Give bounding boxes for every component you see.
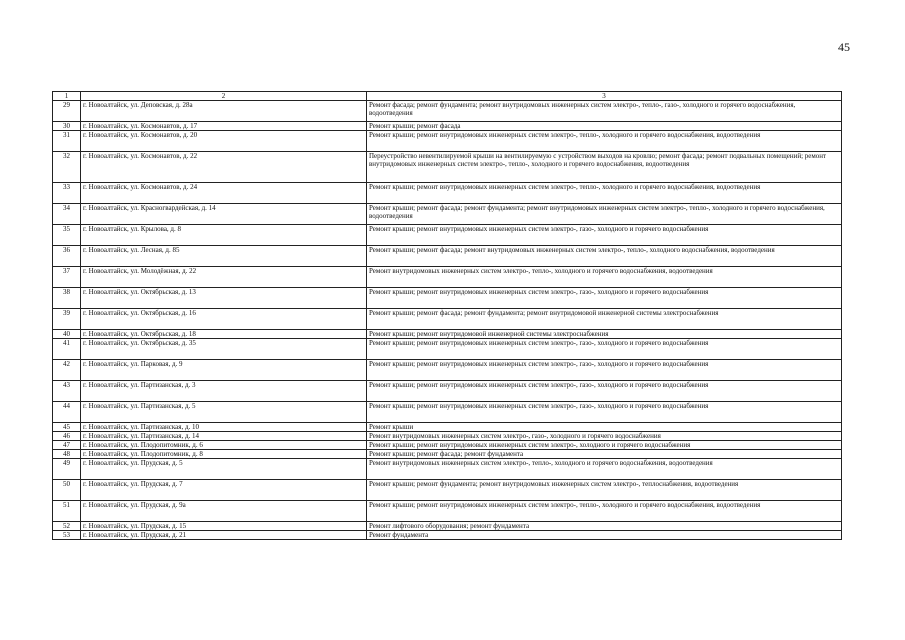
table-row <box>53 531 842 540</box>
table-row <box>53 423 842 432</box>
row-address: г. Новоалтайск, ул. Лесная, д. 85 <box>81 246 367 267</box>
row-works: Ремонт крыши; ремонт фасада; ремонт фундамента; ремонт внутридомовых инженерных систем электро-, тепло-, холодного и горячего водоснабжения, водоотведения <box>367 204 842 225</box>
table-row <box>53 288 842 309</box>
row-number: 50 <box>53 480 81 501</box>
table-row <box>53 267 842 288</box>
row-number: 49 <box>53 459 81 480</box>
row-works: Ремонт фасада; ремонт фундамента; ремонт внутридомовых инженерных систем электро-, тепло-, газо-, холодного и горячего водоснабжения, водоотведения <box>367 101 842 122</box>
table-row <box>53 204 842 225</box>
row-address: г. Новоалтайск, ул. Октябрьская, д. 35 <box>81 339 367 360</box>
row-address: г. Новоалтайск, ул. Космонавтов, д. 20 <box>81 131 367 152</box>
row-number: 39 <box>53 309 81 330</box>
table-row <box>53 450 842 459</box>
row-number: 35 <box>53 225 81 246</box>
table-row <box>53 459 842 480</box>
row-address: г. Новоалтайск, ул. Партизанская, д. 3 <box>81 381 367 402</box>
row-works: Переустройство невентилируемой крыши на вентилируемую с устройством выходов на кровлю; ремонт фасада; ремонт подвальных помещений; ремонт внутридомовых инженерных систем электро-, тепло-, холодного и горячего водоснабжения, водоотведения <box>367 152 842 183</box>
row-address: г. Новоалтайск, ул. Плодопитомник, д. 8 <box>81 450 367 459</box>
row-address: г. Новоалтайск, ул. Молодёжная, д. 22 <box>81 267 367 288</box>
row-works: Ремонт крыши; ремонт внутридомовых инженерных систем электро-, газо-, холодного и горячего водоснабжения <box>367 339 842 360</box>
row-works: Ремонт крыши; ремонт внутридомовых инженерных систем электро-, газо-, холодного и горячего водоснабжения <box>367 360 842 381</box>
row-number: 32 <box>53 152 81 183</box>
row-works: Ремонт крыши; ремонт фасада; ремонт внутридомовых инженерных систем электро-, тепло-, холодного водоснабжения, водоотведения <box>367 246 842 267</box>
table-row <box>53 330 842 339</box>
table-row <box>53 152 842 183</box>
table-row <box>53 381 842 402</box>
column-header-address: 2 <box>81 92 367 101</box>
row-address: г. Новоалтайск, ул. Прудская, д. 7 <box>81 480 367 501</box>
row-number: 42 <box>53 360 81 381</box>
row-number: 43 <box>53 381 81 402</box>
column-header-works: 3 <box>367 92 842 101</box>
row-number: 36 <box>53 246 81 267</box>
row-address: г. Новоалтайск, ул. Октябрьская, д. 13 <box>81 288 367 309</box>
table-row <box>53 339 842 360</box>
row-address: г. Новоалтайск, ул. Космонавтов, д. 24 <box>81 183 367 204</box>
table-row <box>53 131 842 152</box>
row-works: Ремонт внутридомовых инженерных систем электро-, тепло-, холодного и горячего водоснабжения, водоотведения <box>367 267 842 288</box>
row-number: 31 <box>53 131 81 152</box>
row-number: 33 <box>53 183 81 204</box>
row-address: г. Новоалтайск, ул. Прудская, д. 5 <box>81 459 367 480</box>
row-works: Ремонт крыши; ремонт внутридомовых инженерных систем электро-, газо-, холодного и горячего водоснабжения <box>367 402 842 423</box>
row-works: Ремонт крыши; ремонт внутридомовых инженерных систем электро-, холодного и горячего водоснабжения <box>367 441 842 450</box>
row-works: Ремонт лифтового оборудования; ремонт фундамента <box>367 522 842 531</box>
row-address: г. Новоалтайск, ул. Деповская, д. 28а <box>81 101 367 122</box>
row-works: Ремонт внутридомовых инженерных систем электро-, газо-, холодного и горячего водоснабжения <box>367 432 842 441</box>
row-number: 47 <box>53 441 81 450</box>
table-row <box>53 101 842 122</box>
row-works: Ремонт крыши; ремонт внутридомовых инженерных систем электро-, тепло-, холодного и горячего водоснабжения, водоотведения <box>367 183 842 204</box>
table-row <box>53 246 842 267</box>
row-works: Ремонт крыши; ремонт фасада <box>367 122 842 131</box>
row-address: г. Новоалтайск, ул. Красногвардейская, д. 14 <box>81 204 367 225</box>
table-row <box>53 441 842 450</box>
table-row <box>53 402 842 423</box>
row-works: Ремонт крыши; ремонт фундамента; ремонт внутридомовых инженерных систем электро-, теплоснабжения, водоотведения <box>367 480 842 501</box>
table-row <box>53 522 842 531</box>
table-row <box>53 501 842 522</box>
table-row <box>53 480 842 501</box>
row-works: Ремонт крыши; ремонт внутридомовых инженерных систем электро-, газо-, холодного и горячего водоснабжения <box>367 381 842 402</box>
repair-program-table <box>52 91 842 540</box>
row-number: 53 <box>53 531 81 540</box>
row-address: г. Новоалтайск, ул. Прудская, д. 15 <box>81 522 367 531</box>
row-works: Ремонт крыши; ремонт внутридомовых инженерных систем электро-, тепло-, холодного и горячего водоснабжения, водоотведения <box>367 501 842 522</box>
row-works: Ремонт фундамента <box>367 531 842 540</box>
row-address: г. Новоалтайск, ул. Космонавтов, д. 22 <box>81 152 367 183</box>
row-address: г. Новоалтайск, ул. Партизанская, д. 14 <box>81 432 367 441</box>
column-header-number: 1 <box>53 92 81 101</box>
table-row <box>53 432 842 441</box>
row-works: Ремонт крыши; ремонт внутридомовых инженерных систем электро-, газо-, холодного и горячего водоснабжения <box>367 225 842 246</box>
row-number: 37 <box>53 267 81 288</box>
table-row <box>53 183 842 204</box>
row-address: г. Новоалтайск, ул. Октябрьская, д. 18 <box>81 330 367 339</box>
row-number: 41 <box>53 339 81 360</box>
row-number: 29 <box>53 101 81 122</box>
table-body <box>53 101 842 540</box>
row-address: г. Новоалтайск, ул. Октябрьская, д. 16 <box>81 309 367 330</box>
row-address: г. Новоалтайск, ул. Парковая, д. 9 <box>81 360 367 381</box>
page-number: 45 <box>838 40 850 54</box>
row-works: Ремонт крыши; ремонт фасада; ремонт фундамента; ремонт внутридомовой инженерной системы электроснабжения <box>367 309 842 330</box>
row-number: 34 <box>53 204 81 225</box>
row-works: Ремонт крыши; ремонт фасада; ремонт фундамента <box>367 450 842 459</box>
table-row <box>53 309 842 330</box>
row-address: г. Новоалтайск, ул. Партизанская, д. 5 <box>81 402 367 423</box>
row-address: г. Новоалтайск, ул. Прудская, д. 9а <box>81 501 367 522</box>
row-address: г. Новоалтайск, ул. Космонавтов, д. 17 <box>81 122 367 131</box>
row-address: г. Новоалтайск, ул. Прудская, д. 21 <box>81 531 367 540</box>
row-works: Ремонт крыши; ремонт внутридомовой инженерной системы электроснабжения <box>367 330 842 339</box>
table-row <box>53 360 842 381</box>
row-address: г. Новоалтайск, ул. Плодопитомник, д. 6 <box>81 441 367 450</box>
row-works: Ремонт крыши; ремонт внутридомовых инженерных систем электро-, газо-, холодного и горячего водоснабжения <box>367 288 842 309</box>
row-works: Ремонт внутридомовых инженерных систем электро-, тепло-, холодного и горячего водоснабжения, водоотведения <box>367 459 842 480</box>
table-header-row <box>53 92 842 101</box>
row-works: Ремонт крыши <box>367 423 842 432</box>
row-number: 38 <box>53 288 81 309</box>
row-number: 44 <box>53 402 81 423</box>
row-address: г. Новоалтайск, ул. Партизанская, д. 10 <box>81 423 367 432</box>
row-number: 52 <box>53 522 81 531</box>
table-row <box>53 122 842 131</box>
row-number: 45 <box>53 423 81 432</box>
row-number: 51 <box>53 501 81 522</box>
row-address: г. Новоалтайск, ул. Крылова, д. 8 <box>81 225 367 246</box>
table-row <box>53 225 842 246</box>
row-works: Ремонт крыши; ремонт внутридомовых инженерных систем электро-, тепло-, холодного и горячего водоснабжения, водоотведения <box>367 131 842 152</box>
row-number: 46 <box>53 432 81 441</box>
row-number: 30 <box>53 122 81 131</box>
row-number: 48 <box>53 450 81 459</box>
row-number: 40 <box>53 330 81 339</box>
